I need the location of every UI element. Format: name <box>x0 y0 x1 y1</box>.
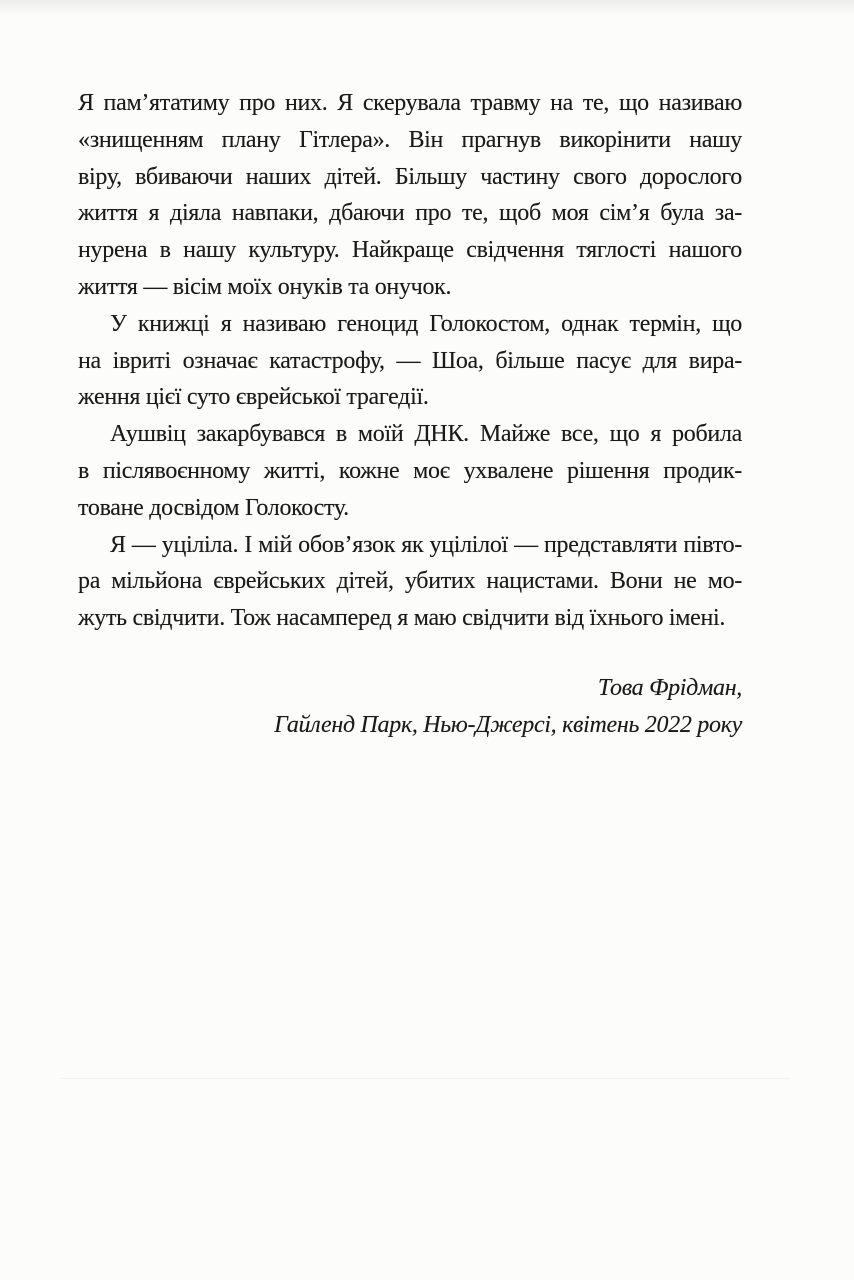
text-line: життя я діяла навпаки, дбаючи про те, щоб моя сім’я була за- <box>78 200 742 227</box>
signature-block <box>78 670 742 744</box>
text-line: У книжці я називаю геноцид Голокостом, однак термін, що <box>110 310 742 337</box>
signature-name: Това Фрідман, <box>597 674 742 701</box>
text-line: Я — уціліла. І мій обов’язок як уцілілої — представляти півто- <box>110 531 742 558</box>
text-line: ження цієї суто єврейської трагедії. <box>78 384 429 411</box>
paragraph <box>78 85 742 306</box>
text-block <box>78 85 742 744</box>
text-line: жуть свідчити. Тож насамперед я маю свідчити від їхнього імені. <box>78 605 726 632</box>
text-line: ра мільйона єврейських дітей, убитих нацистами. Вони не мо- <box>78 568 742 595</box>
signature-place-date: Гайленд Парк, Нью-Джерсі, квітень 2022 року <box>274 711 742 738</box>
text-line: на івриті означає катастрофу, — Шоа, більше пасує для вира- <box>78 347 742 374</box>
text-line: Аушвіц закарбувався в моїй ДНК. Майже все, що я робила <box>110 421 742 448</box>
scan-streak-artifact <box>60 1078 790 1079</box>
text-line: Я пам’ятатиму про них. Я скерувала травму на те, що називаю <box>78 90 742 116</box>
text-line: товане досвідом Голокосту. <box>78 494 349 521</box>
text-line: «знищенням плану Гітлера». Він прагнув викорінити нашу <box>78 126 742 153</box>
paragraph <box>78 527 742 637</box>
text-line: нурена в нашу культуру. Найкраще свідчення тяглості нашого <box>78 237 742 264</box>
text-line: життя — вісім моїх онуків та онучок. <box>78 273 452 300</box>
paragraph <box>78 306 742 416</box>
paragraph <box>78 416 742 526</box>
scan-top-edge-artifact <box>0 0 854 16</box>
text-line: віру, вбиваючи наших дітей. Більшу частину свого дорослого <box>78 163 742 190</box>
text-line: в післявоєнному житті, кожне моє ухвалене рішення продик- <box>78 457 742 484</box>
